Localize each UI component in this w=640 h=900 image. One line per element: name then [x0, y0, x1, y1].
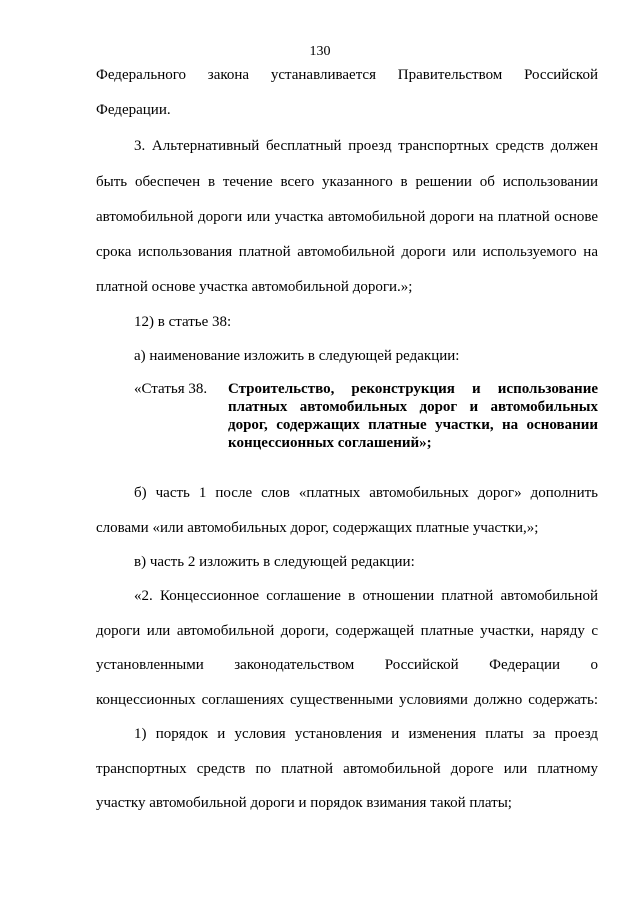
text-line: 12) в статье 38:	[134, 314, 232, 330]
article-title-line: дорог, содержащих платные участки, на основании	[228, 417, 598, 433]
text-line: 3. Альтернативный бесплатный проезд транспортных средств должен	[134, 138, 598, 154]
text-line: установленными законодательством Российской Федерации о	[96, 657, 598, 673]
text-line: Федерации.	[96, 102, 171, 118]
text-line: б) часть 1 после слов «платных автомобильных дорог» дополнить	[134, 485, 598, 501]
text-line: словами «или автомобильных дорог, содержащих платные участки,»;	[96, 520, 539, 536]
text-line: концессионных соглашениях существенными условиями должно содержать:	[96, 692, 598, 708]
article-title-line: платных автомобильных дорог и автомобильных	[228, 399, 598, 415]
text-line: 1) порядок и условия установления и изменения платы за проезд	[134, 726, 598, 742]
article-title-line: концессионных соглашений»;	[228, 435, 432, 451]
text-line: транспортных средств по платной автомобильной дороге или платному	[96, 761, 598, 777]
text-line: платной основе участка автомобильной дороги.»;	[96, 279, 413, 295]
text-line: в) часть 2 изложить в следующей редакции:	[134, 554, 415, 570]
text-line: «2. Концессионное соглашение в отношении платной автомобильной	[134, 588, 598, 604]
article-title-line: Строительство, реконструкция и использование	[228, 381, 598, 397]
text-line: участку автомобильной дороги и порядок взимания такой платы;	[96, 795, 512, 811]
text-line: срока использования платной автомобильной дороги или используемого на	[96, 244, 598, 260]
text-line: а) наименование изложить в следующей редакции:	[134, 348, 460, 364]
text-line: автомобильной дороги или участка автомобильной дороги на платной основе	[96, 209, 598, 225]
text-line: дороги или автомобильной дороги, содержащей платные участки, наряду с	[96, 623, 598, 639]
article-title	[228, 380, 598, 452]
text-line: быть обеспечен в течение всего указанного в решении об использовании	[96, 174, 598, 190]
page-number: 130	[309, 44, 331, 59]
text-line: Федерального закона устанавливается Правительством Российской	[96, 67, 598, 83]
article-label: «Статья 38.	[134, 381, 208, 397]
